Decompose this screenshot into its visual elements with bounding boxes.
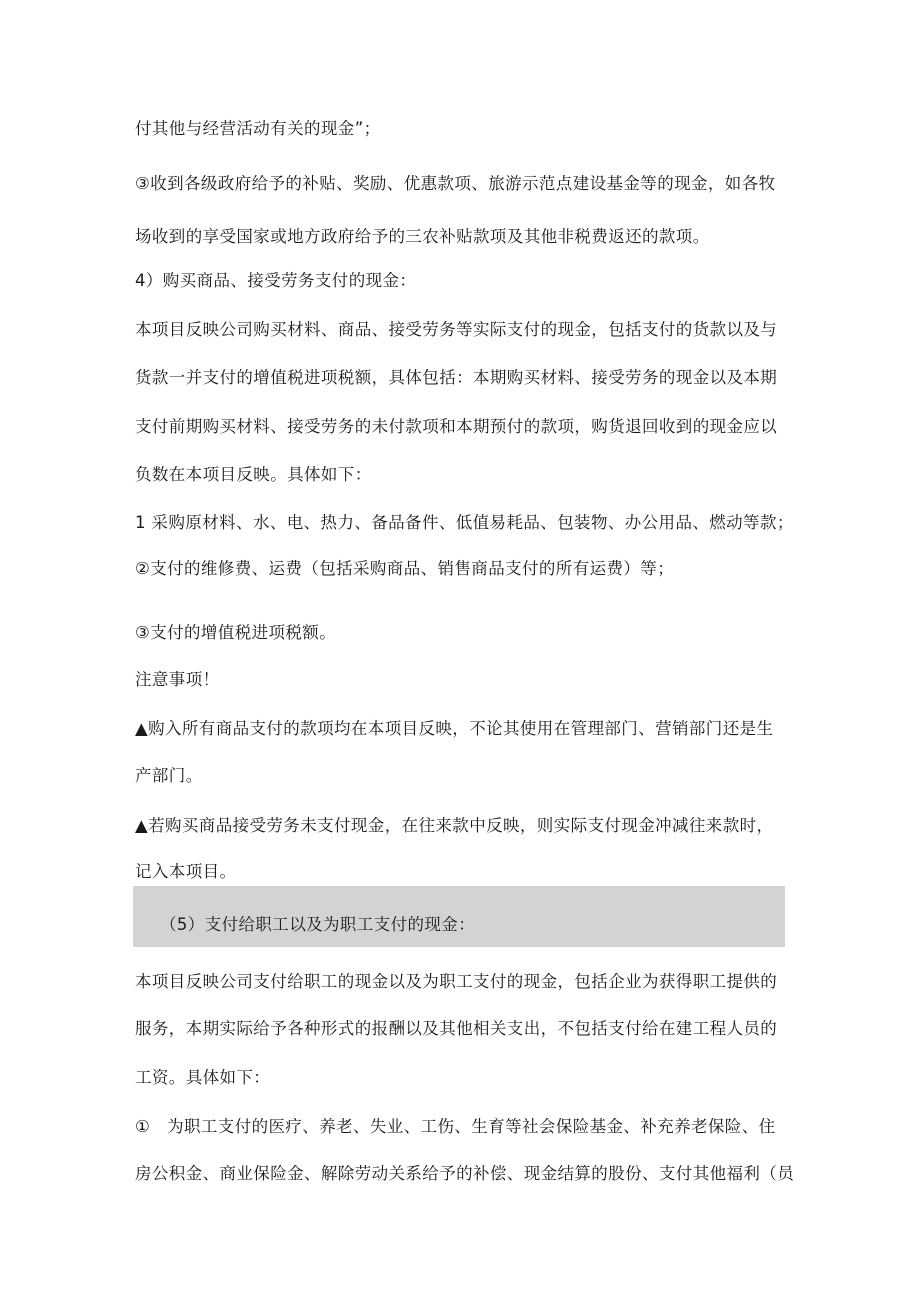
notice-item: 产部门。 — [135, 766, 203, 785]
notice-item: ▲若购买商品接受劳务未支付现金，在往来款中反映，则实际支付现金冲减往来款时， — [135, 816, 774, 835]
section-heading: （5）支付给职工以及为职工支付的现金： — [160, 915, 476, 934]
section-heading: 4）购买商品、接受劳务支付的现金： — [135, 271, 417, 290]
list-item: 房公积金、商业保险金、解除劳动关系给予的补偿、现金结算的股份、支付其他福利（员 — [135, 1164, 795, 1183]
notice-heading: 注意事项！ — [135, 670, 220, 689]
notice-item: ▲购入所有商品支付的款项均在本项目反映，不论其使用在管理部门、营销部门还是生 — [135, 719, 774, 738]
paragraph-line: 支付前期购买材料、接受劳务的未付款项和本期预付的款项，购货退回收到的现金应以 — [135, 417, 778, 436]
list-item: ②支付的维修费、运费（包括采购商品、销售商品支付的所有运费）等； — [135, 559, 675, 578]
list-item: ① 为职工支付的医疗、养老、失业、工伤、生育等社会保险基金、补充养老保险、住 — [135, 1117, 776, 1136]
paragraph-line: 场收到的享受国家或地方政府给予的三农补贴款项及其他非税费返还的款项。 — [135, 227, 710, 246]
list-item: 1 采购原材料、水、电、热力、备品备件、低值易耗品、包装物、办公用品、燃动等款； — [135, 513, 794, 532]
paragraph-line: 货款一并支付的增值税进项税额，具体包括：本期购买材料、接受劳务的现金以及本期 — [135, 368, 778, 387]
paragraph-line: 负数在本项目反映。具体如下： — [135, 465, 372, 484]
paragraph-line: 本项目反映公司购买材料、商品、接受劳务等实际支付的现金，包括支付的货款以及与 — [135, 320, 778, 339]
paragraph-line: 付其他与经营活动有关的现金”； — [135, 119, 381, 138]
notice-item: 记入本项目。 — [135, 862, 237, 881]
list-item: ③支付的增值税进项税额。 — [135, 623, 337, 642]
paragraph-line: 本项目反映公司支付给职工的现金以及为职工支付的现金，包括企业为获得职工提供的 — [135, 972, 778, 991]
paragraph-line: 工资。具体如下： — [135, 1068, 271, 1087]
paragraph-line: ③收到各级政府给予的补贴、奖励、优惠款项、旅游示范点建设基金等的现金，如各牧 — [135, 174, 776, 193]
paragraph-line: 服务，本期实际给予各种形式的报酬以及其他相关支出，不包括支付给在建工程人员的 — [135, 1019, 778, 1038]
